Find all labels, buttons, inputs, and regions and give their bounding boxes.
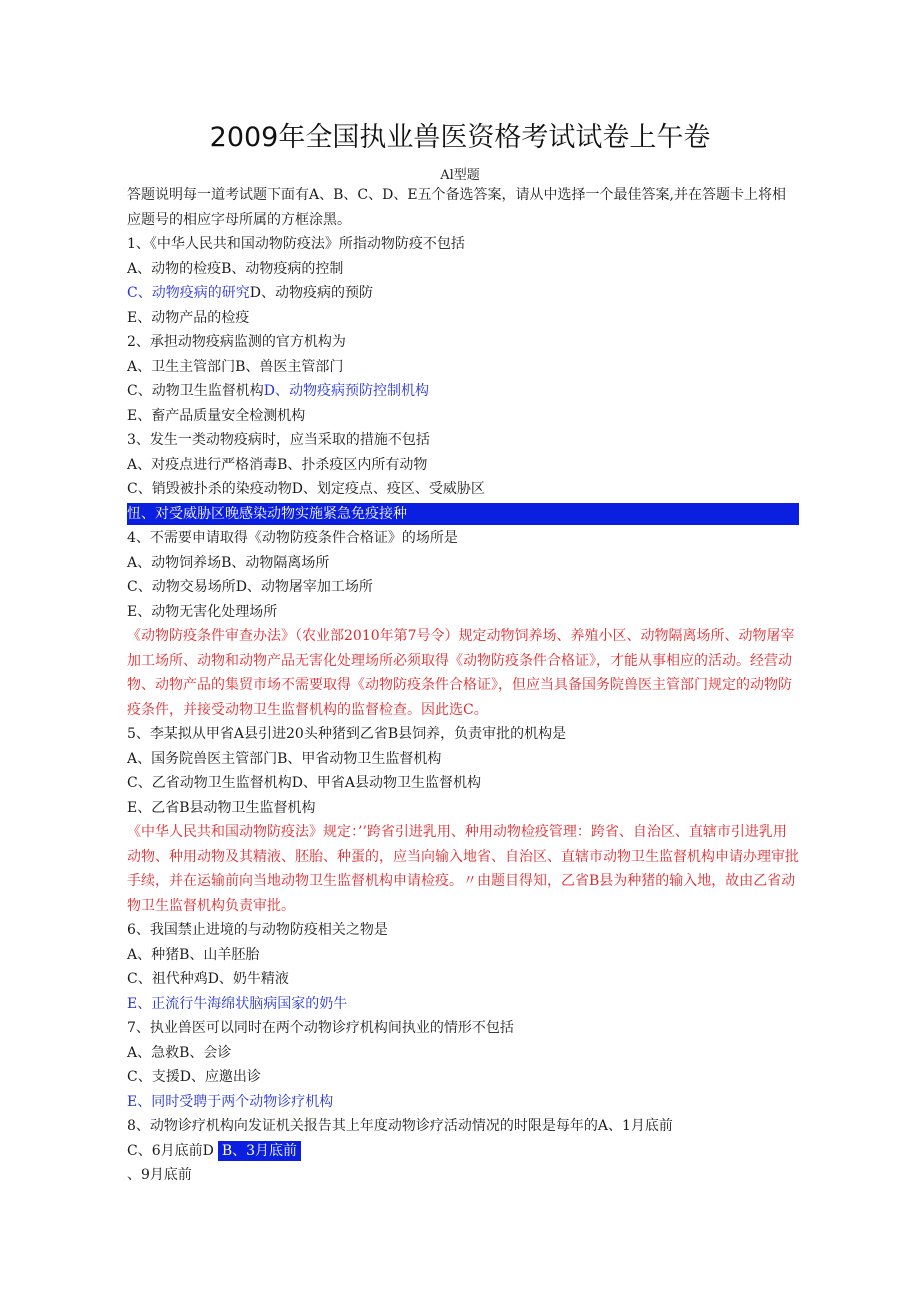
question-8-answer-b-highlight: B、3月底前	[218, 1141, 301, 1161]
question-4-option-e: E、动物无害化处理场所	[127, 603, 278, 620]
question-1-option-d: D、动物疫病的预防	[249, 285, 373, 301]
question-5-stem: 5、李某拟从甲省A县引进20头种猪到乙省B县饲养，负责审批的机构是	[127, 726, 567, 742]
question-3-options-ab: A、对疫点进行严格消毒B、扑杀疫区内所有动物	[127, 456, 428, 473]
question-7-options-ab: A、急救B、会诊	[127, 1044, 232, 1061]
question-7-options-cd: C、支援D、应邀出诊	[127, 1069, 261, 1085]
question-2-options-cd	[127, 379, 799, 404]
question-2-options-ab: A、卫生主管部门B、兽医主管部门	[127, 358, 344, 375]
question-8-option-cd: C、6月底前D	[127, 1142, 214, 1159]
question-6-answer-e: E、正流行牛海绵状脑病国家的奶牛	[127, 995, 348, 1012]
question-8-option-d-tail: 、9月底前	[127, 1167, 192, 1183]
question-6-stem: 6、我国禁止进境的与动物防疫相关之物是	[127, 922, 388, 938]
question-7-answer-e: E、同时受聘于两个动物诊疗机构	[127, 1093, 334, 1110]
section-subtitle: Al型题	[440, 168, 480, 183]
question-7-stem: 7、执业兽医可以同时在两个动物诊疗机构间执业的情形不包括	[127, 1020, 514, 1036]
question-2-option-c: C、动物卫生监督机构	[127, 383, 264, 399]
question-3-answer-e-highlight: 忸、对受威胁区晚感染动物实施紧急免疫接种	[127, 503, 799, 525]
question-3-options-cd: C、销毁被扑杀的染疫动物D、划定疫点、疫区、受威胁区	[127, 481, 485, 497]
question-4-stem: 4、不需要申请取得《动物防疫条件合格证》的场所是	[127, 530, 458, 546]
question-1-answer-c: C、动物疫病的研究	[127, 285, 250, 301]
document-title: 2009年全国执业兽医资格考试试卷上午卷	[209, 122, 711, 153]
question-2-answer-d: D、动物疫病预防控制机构	[263, 383, 429, 399]
question-1-options-ab: A、动物的检疫B、动物疫病的控制	[127, 260, 344, 277]
question-5-option-e: E、乙省B县动物卫生监督机构	[127, 799, 316, 816]
question-4-options-cd: C、动物交易场所D、动物屠宰加工场所	[127, 579, 373, 595]
document-body	[127, 183, 799, 1188]
question-8-stem: 8、动物诊疗机构向发证机关报告其上年度动物诊疗活动情况的时限是每年的A、1月底前	[127, 1118, 673, 1134]
question-4-options-ab: A、动物饲养场B、动物隔离场所	[127, 554, 330, 571]
question-2-stem: 2、承担动物疫病监测的官方机构为	[127, 334, 346, 350]
question-5-options-cd: C、乙省动物卫生监督机构D、甲省A县动物卫生监督机构	[127, 775, 482, 791]
question-1-stem: 1、《中华人民共和国动物防疫法》所指动物防疫不包括	[127, 236, 465, 252]
question-1-options-cd	[127, 281, 799, 306]
question-3-stem: 3、发生一类动物疫病时，应当采取的措施不包括	[127, 432, 430, 448]
question-4-explanation: 《动物防疫条件审查办法》（农业部2010年第7号令）规定动物饲养场、养殖小区、动物隔离场所、动物屠宰加工场所、动物和动物产品无害化处理场所必须取得《动物防疫条件合格证》，才能从事相应的活动。经营动物、动物产品的集贸市场不需要取得《动物防疫条件合格证》，但应当具备国务院兽医主管部门规定的动物防疫条件，并接受动物卫生监督机构的监督检查。因此选C。	[127, 628, 795, 718]
question-2-option-e: E、畜产品质量安全检测机构	[127, 407, 306, 424]
question-6-options-cd: C、祖代种鸡D、奶牛精液	[127, 971, 289, 987]
question-8-options-cd	[127, 1139, 799, 1164]
question-1-option-e: E、动物产品的检疫	[127, 309, 250, 326]
question-5-explanation: 《中华人民共和国动物防疫法》规定：’’跨省引进乳用、种用动物检疫管理：跨省、自治区、直辖市引进乳用动物、种用动物及其精液、胚胎、种蛋的，应当向输入地省、自治区、直辖市动物卫生监督机构申请办理审批手续，并在运输前向当地动物卫生监督机构申请检疫。〃由题目得知，乙省B县为种猪的输入地，故由乙省动物卫生监督机构负责审批。	[127, 824, 799, 914]
instructions-paragraph: 答题说明每一道考试题下面有A、B、C、D、E五个备选答案，请从中选择一个最佳答案,并在答题卡上将相应题号的相应字母所属的方框涂黑。	[127, 187, 787, 228]
question-5-options-ab: A、国务院兽医主管部门B、甲省动物卫生监督机构	[127, 750, 442, 767]
question-6-options-ab: A、种猪B、山羊胚胎	[127, 946, 260, 963]
